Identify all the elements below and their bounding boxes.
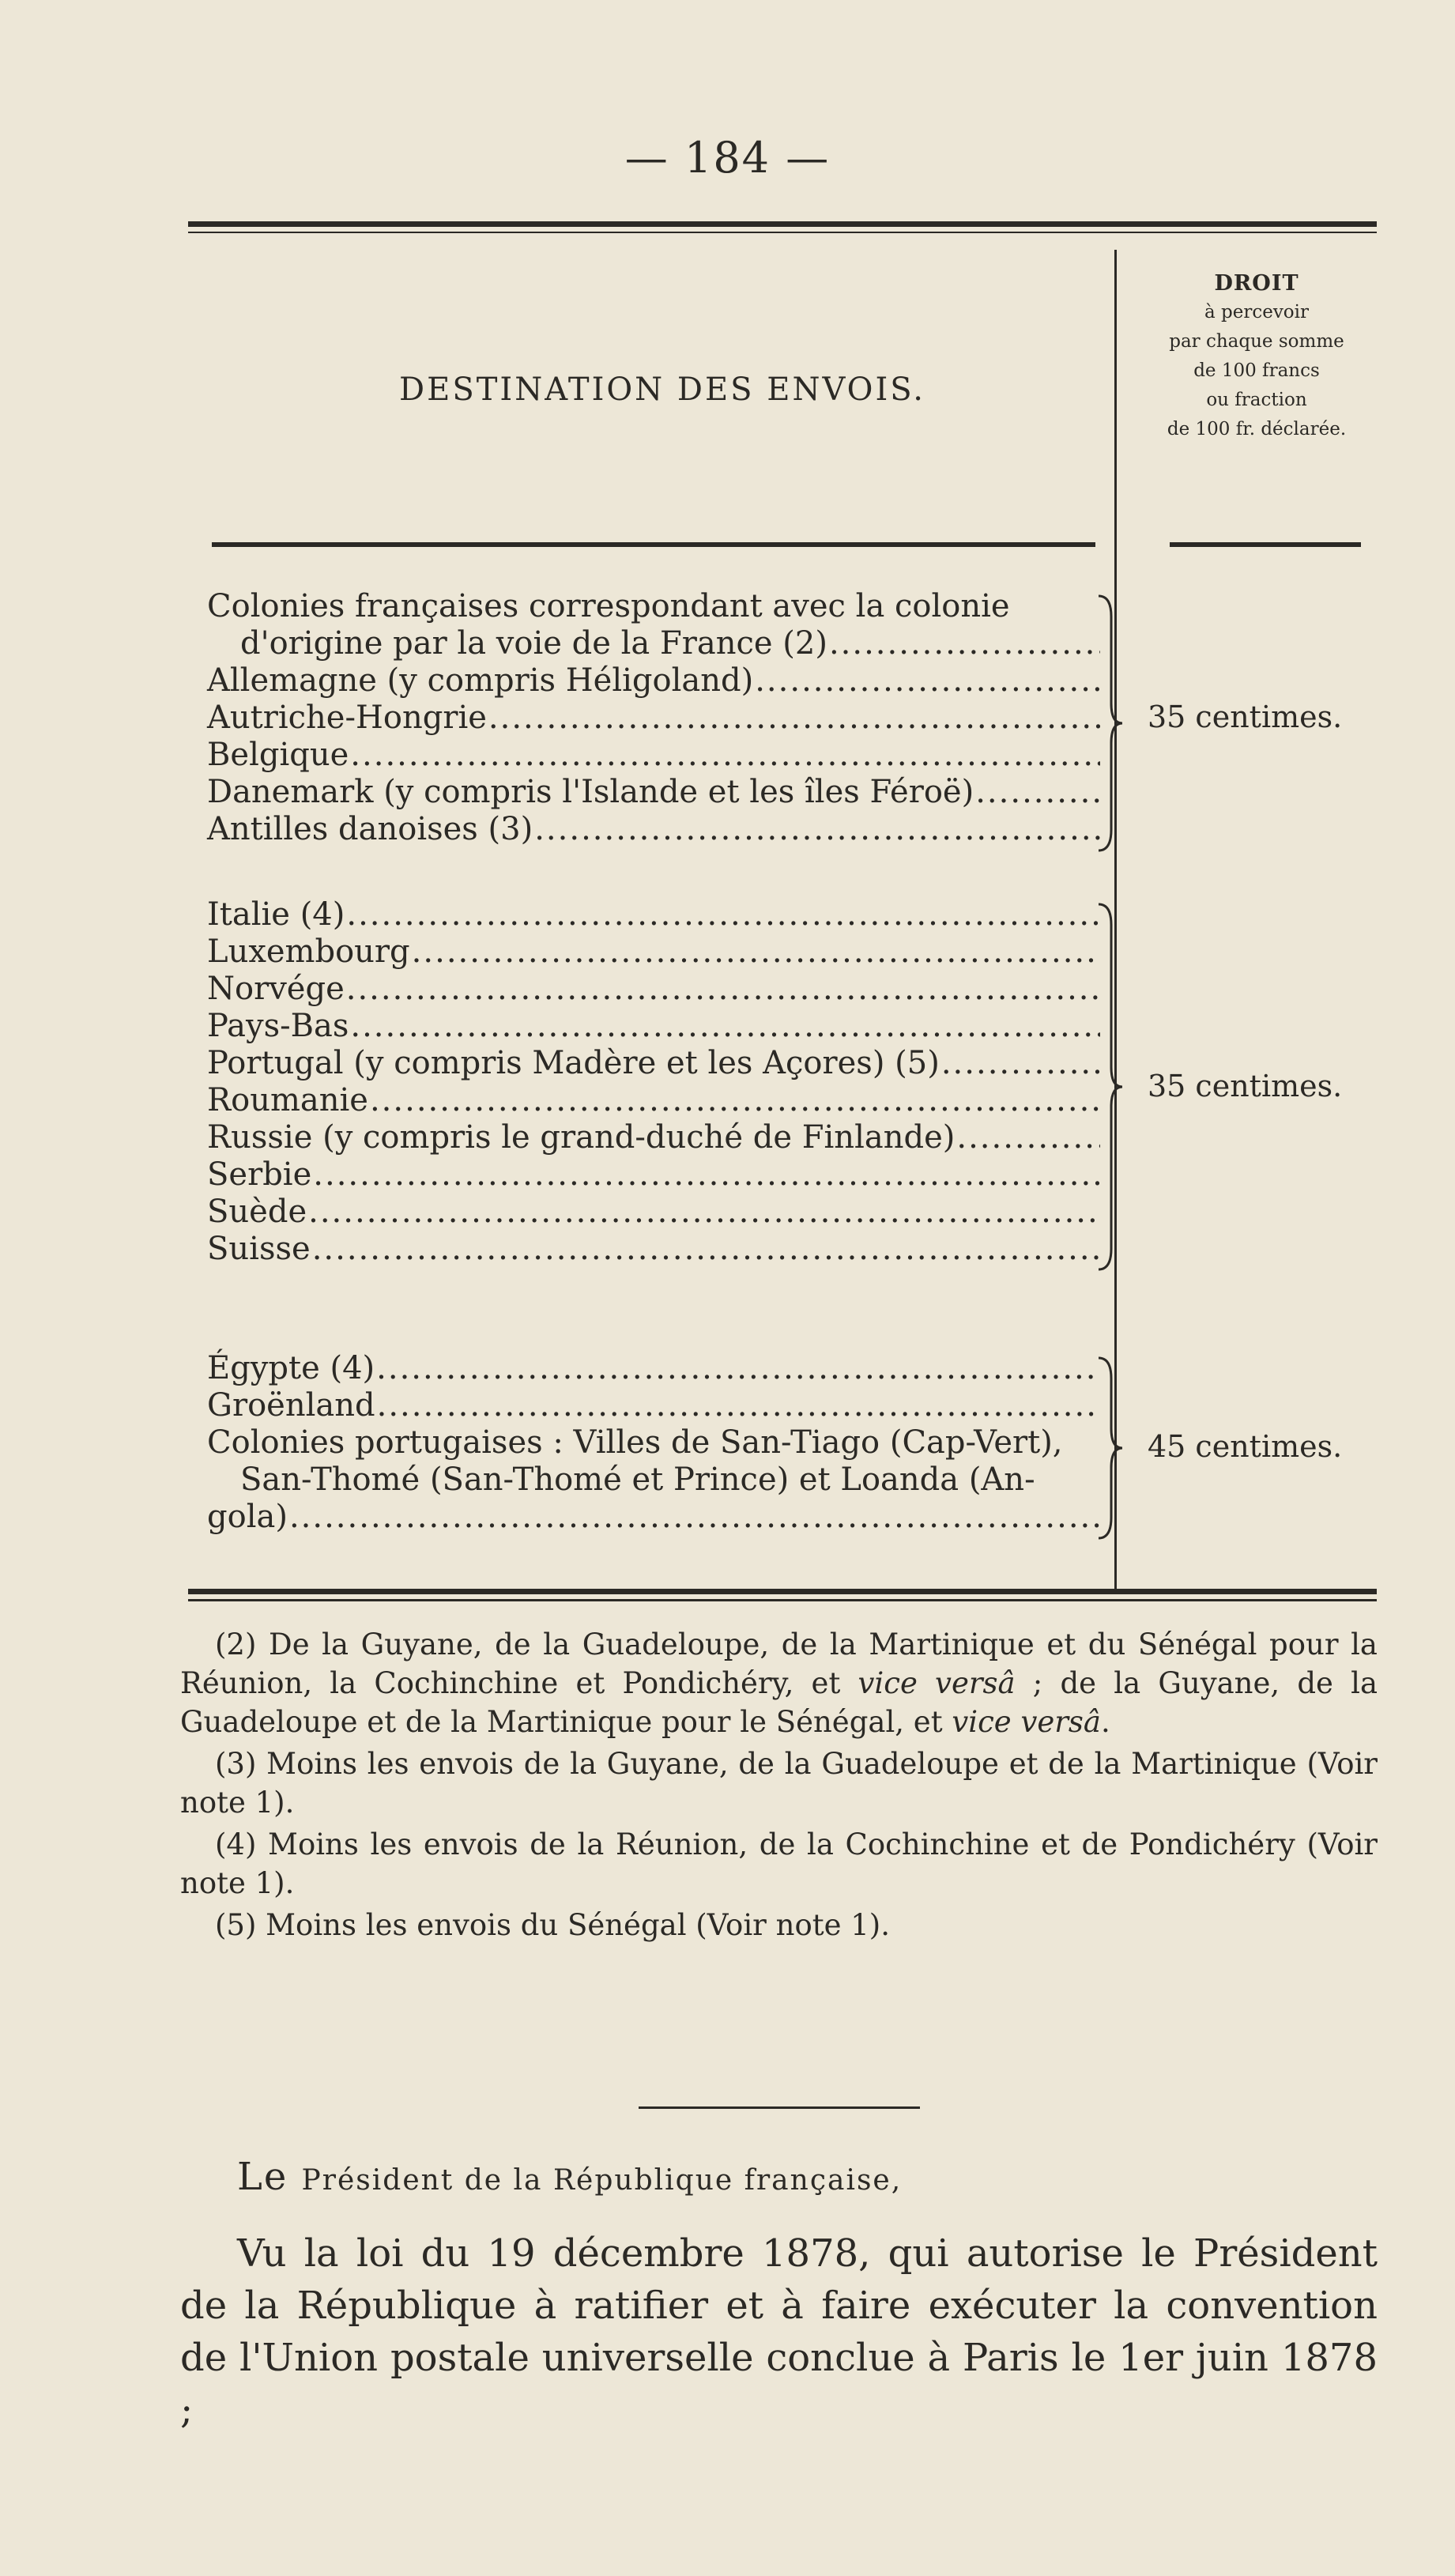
destination-label: Russie (y compris le grand-duché de Finlande): [207, 1119, 956, 1156]
droit-line: par chaque somme: [1169, 331, 1344, 352]
dot-leader: [941, 1045, 1100, 1081]
destination-row: [207, 625, 1100, 662]
page-number: — 184 —: [624, 133, 831, 183]
destination-row: [207, 1119, 1100, 1156]
destination-label: Autriche-Hongrie: [207, 700, 487, 736]
destination-row: [207, 737, 1100, 774]
destination-label: Roumanie: [207, 1082, 368, 1118]
destination-row: [207, 1082, 1100, 1119]
footnote-3: (3) Moins les envois de la Guyane, de la Guadeloupe et de la Martinique (Voir note 1).: [180, 1747, 1378, 1820]
dot-leader: [346, 971, 1100, 1007]
destination-label: Norvége: [207, 971, 345, 1007]
destination-row: [207, 700, 1100, 737]
destination-row: [207, 1461, 1100, 1499]
destination-group-1: [207, 588, 1100, 848]
destination-group-2: [207, 896, 1100, 1268]
destination-label: Serbie: [207, 1156, 312, 1193]
destination-row: [207, 1045, 1100, 1082]
destination-row: [207, 1499, 1100, 1536]
destination-label: Allemagne (y compris Héligoland): [207, 662, 754, 699]
heading-word: de la: [454, 2164, 553, 2197]
dot-leader: [377, 1387, 1100, 1424]
president-heading: [237, 2155, 1423, 2199]
destination-label: Belgique: [207, 737, 349, 773]
destination-row: [207, 662, 1100, 700]
destination-label: Suisse: [207, 1231, 311, 1267]
section-separator: [639, 2106, 920, 2109]
dot-leader: [312, 1231, 1100, 1267]
dot-leader: [308, 1194, 1100, 1230]
destination-row: [207, 1350, 1100, 1387]
footnotes: [180, 1625, 1378, 1948]
destination-row: [207, 933, 1100, 971]
destination-row: [207, 588, 1100, 625]
droit-line: de 100 francs: [1193, 360, 1320, 381]
dot-leader: [755, 662, 1100, 699]
droit-line: à percevoir: [1204, 302, 1310, 322]
destination-label: Portugal (y compris Madère et les Açores) (5): [207, 1045, 940, 1081]
decree-text: [180, 2227, 1378, 2436]
droit-line: de 100 fr. déclarée.: [1167, 419, 1347, 439]
destination-row: [207, 774, 1100, 811]
group-2-rate: 35 centimes.: [1148, 1069, 1343, 1103]
dot-leader: [350, 737, 1100, 773]
destination-row: [207, 896, 1100, 933]
heading-word: Le: [237, 2155, 302, 2199]
dot-leader: [370, 1082, 1100, 1118]
footnote-marker: (2): [215, 1627, 257, 1661]
dot-leader: [975, 774, 1100, 810]
destination-label: Italie (4): [207, 896, 345, 933]
destination-row: [207, 971, 1100, 1008]
footnote-text: .: [1100, 1705, 1110, 1739]
group-3-brace: [1094, 1355, 1125, 1541]
destination-row: [207, 811, 1100, 848]
table-top-rule-thin: [188, 232, 1377, 233]
dot-leader: [412, 933, 1100, 970]
destination-label: Suède: [207, 1194, 307, 1230]
destination-row: [207, 1008, 1100, 1045]
destination-label: Égypte (4): [207, 1350, 375, 1386]
decree-paragraph: Vu la loi du 19 décembre 1878, qui autorise le Président de la République à ratifier et à faire exécuter la convention de l'Union postale universelle conclue à Paris le 1er juin 1878 ;: [180, 2231, 1378, 2432]
destination-label: Antilles danoises (3): [207, 811, 533, 847]
destination-row: [207, 1156, 1100, 1194]
dot-leader: [534, 811, 1100, 847]
footnote-2: [180, 1625, 1378, 1741]
destination-row: [207, 1387, 1100, 1424]
destination-label: Colonies portugaises : Villes de San-Tiago (Cap-Vert),: [207, 1424, 1063, 1461]
destination-row: [207, 1231, 1100, 1268]
heading-word: République: [552, 2164, 734, 2197]
heading-word: Président: [301, 2164, 454, 2197]
destination-row: [207, 1194, 1100, 1231]
destination-label: Luxembourg: [207, 933, 410, 970]
destination-label: gola): [207, 1499, 288, 1535]
destination-label: Groënland: [207, 1387, 375, 1424]
group-1-rate: 35 centimes.: [1148, 700, 1343, 734]
header-rule-right: [1170, 542, 1361, 547]
dot-leader: [350, 1008, 1100, 1044]
destination-column-header: DESTINATION DES ENVOIS.: [399, 372, 925, 408]
group-1-brace: [1094, 593, 1125, 854]
destination-group-3: [207, 1350, 1100, 1536]
dot-leader: [289, 1499, 1100, 1535]
destination-label: Danemark (y compris l'Islande et les îles Féroë): [207, 774, 974, 810]
dot-leader: [956, 1119, 1100, 1156]
header-rule-left: [212, 542, 1095, 547]
footnote-text: De la Guyane, de la Guadeloupe, de la Martinique et du Sénégal pour la Réunion, la Cochinchine et Pondichéry, et: [180, 1627, 1378, 1700]
group-2-brace: [1094, 901, 1125, 1273]
droit-line: ou fraction: [1206, 390, 1307, 410]
footnote-text: ; de la Guyane, de la Guadeloupe et de la Martinique pour le Sénégal, et: [180, 1666, 1378, 1739]
dot-leader: [346, 896, 1100, 933]
footnote-4: (4) Moins les envois de la Réunion, de la Cochinchine et de Pondichéry (Voir note 1).: [180, 1827, 1378, 1900]
droit-column-header: [1122, 269, 1391, 444]
dot-leader: [313, 1156, 1100, 1193]
destination-label: Colonies françaises correspondant avec la colonie: [207, 588, 1010, 624]
table-top-rule: [188, 221, 1377, 227]
dot-leader: [829, 625, 1100, 662]
destination-label: d'origine par la voie de la France (2): [240, 625, 827, 662]
dot-leader: [488, 700, 1100, 736]
footnote-5: (5) Moins les envois du Sénégal (Voir note 1).: [215, 1908, 890, 1942]
dot-leader: [376, 1350, 1100, 1386]
destination-label: Pays-Bas: [207, 1008, 349, 1044]
heading-word: française,: [733, 2164, 903, 2197]
footnote-italic: vice versâ: [858, 1666, 1016, 1700]
destination-label: San-Thomé (San-Thomé et Prince) et Loanda (An-: [240, 1461, 1035, 1498]
droit-title: DROIT: [1214, 271, 1299, 296]
footnote-italic: vice versâ: [952, 1705, 1101, 1739]
destination-row: [207, 1424, 1100, 1461]
table-bottom-rule: [188, 1589, 1377, 1594]
group-3-rate: 45 centimes.: [1148, 1429, 1343, 1464]
table-bottom-rule-thin: [188, 1599, 1377, 1601]
